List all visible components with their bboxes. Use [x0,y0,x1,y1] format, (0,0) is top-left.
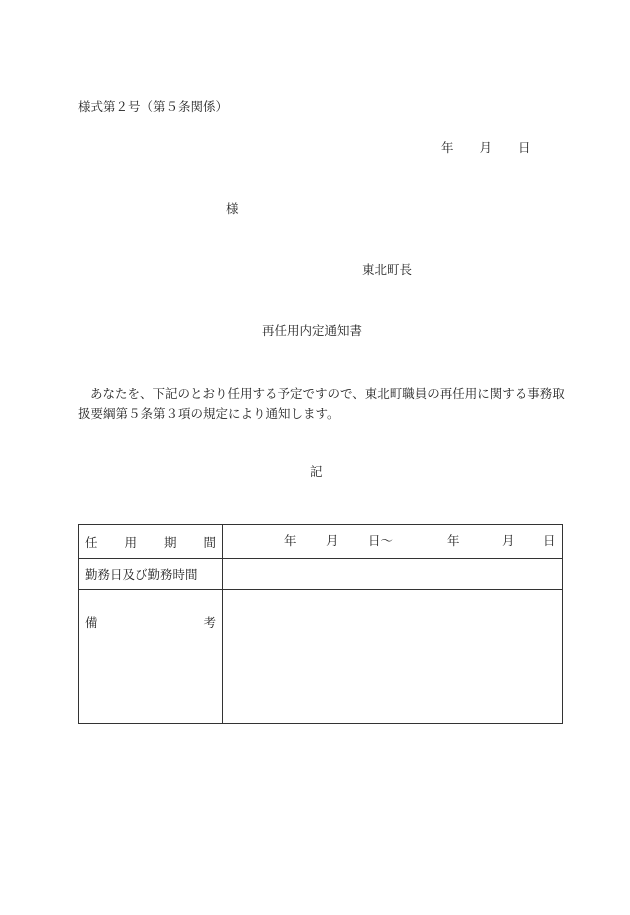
body-paragraph: あなたを、下記のとおり任用する予定ですので、東北町職員の再任用に関する事務取扱要綱第５条第３項の規定により通知します。 [78,386,565,421]
form-number: 様式第２号（第５条関係） [78,99,229,114]
issuer-name: 東北町長 [362,262,413,277]
table-row-employment-period [79,525,563,559]
label-char: 期 [163,534,177,550]
label-char: 任 [85,534,98,550]
document-title: 再任用内定通知書 [262,323,363,338]
start-year-label: 年 [284,533,297,548]
employment-period-value [223,525,563,559]
work-days-hours-value [223,559,563,590]
date-month-label: 月 [479,140,493,155]
label-char: 用 [124,534,137,550]
table-row-work-days-hours [79,559,563,590]
label-char: 考 [203,615,216,630]
label-char: 備 [85,615,98,630]
remarks-value [223,590,563,724]
table-row-remarks [79,590,563,724]
end-year-label: 年 [447,533,460,548]
end-month-label: 月 [502,533,515,548]
date-day-label: 日 [518,140,531,155]
label-char: 間 [203,534,216,550]
start-month-label: 月 [326,533,339,548]
work-days-hours-label: 勤務日及び勤務時間 [79,559,223,590]
ki-heading: 記 [310,464,323,479]
end-day-label: 日 [543,533,556,548]
issue-date [441,142,531,155]
detail-table [78,524,563,724]
date-year-label: 年 [441,140,454,155]
recipient-honorific: 様 [226,201,239,216]
start-day-label: 日〜 [368,533,394,548]
employment-period-label [79,525,223,559]
remarks-label [79,590,223,724]
